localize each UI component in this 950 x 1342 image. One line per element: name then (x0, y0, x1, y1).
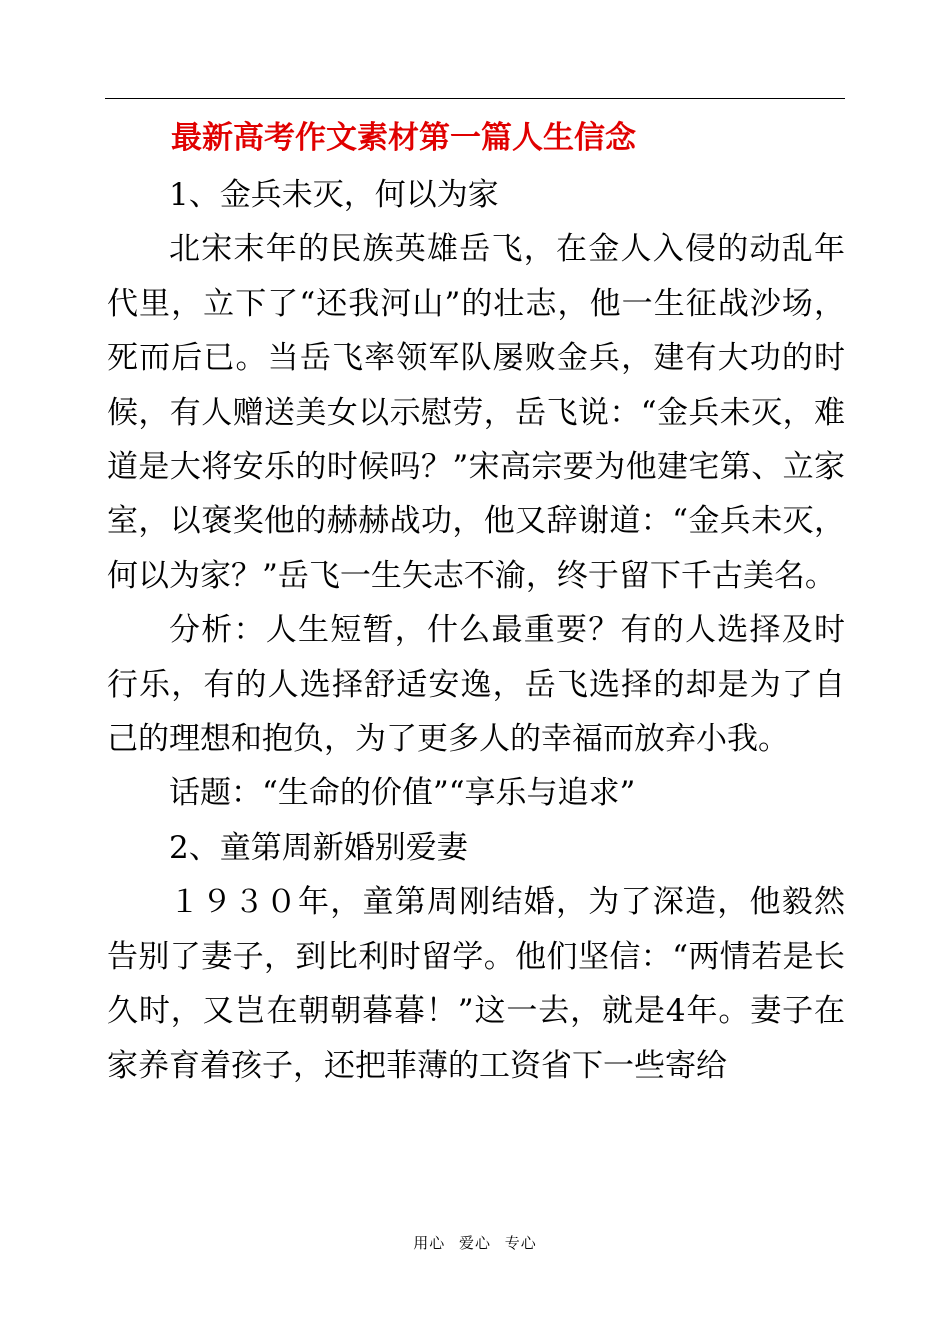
header-rule (105, 98, 845, 99)
document-title: 最新高考作文素材第一篇人生信念 (171, 120, 636, 156)
paragraph-yue-fei-story: 北宋末年的民族英雄岳飞，在金人入侵的动乱年代里，立下了“还我河山”的壮志，他一生征战沙场，死而后已。当岳飞率领军队屡败金兵，建有大功的时候，有人赠送美女以示慰劳，岳飞说：“金兵未灭，难道是大将安乐的时候吗？”宋高宗要为他建宅第、立家室，以褒奖他的赫赫战功，他又辞谢道：“金兵未灭，何以为家？”岳飞一生矢志不渝，终于留下千古美名。 (107, 231, 845, 594)
paragraph-topics: 话题：“生命的价值”“享乐与追求” (169, 775, 636, 812)
document-body (107, 168, 845, 1093)
section-heading-1: 1、金兵未灭，何以为家 (169, 177, 499, 213)
paragraph-tong-dizhou-story: １９３０年，童第周刚结婚，为了深造，他毅然告别了妻子，到比利时留学。他们坚信：“两情若是长久时，又岂在朝朝暮暮！”这一去，就是4年。妻子在家养育着孩子，还把菲薄的工资省下一些寄给 (107, 884, 845, 1084)
paragraph-analysis: 分析：人生短暂，什么最重要？有的人选择及时行乐，有的人选择舒适安逸，岳飞选择的却是为了自己的理想和抱负，为了更多人的幸福而放弃小我。 (107, 612, 845, 758)
page-footer: 用心 爱心 专心 (413, 1234, 537, 1252)
section-heading-2: 2、童第周新婚别爱妻 (169, 829, 468, 866)
